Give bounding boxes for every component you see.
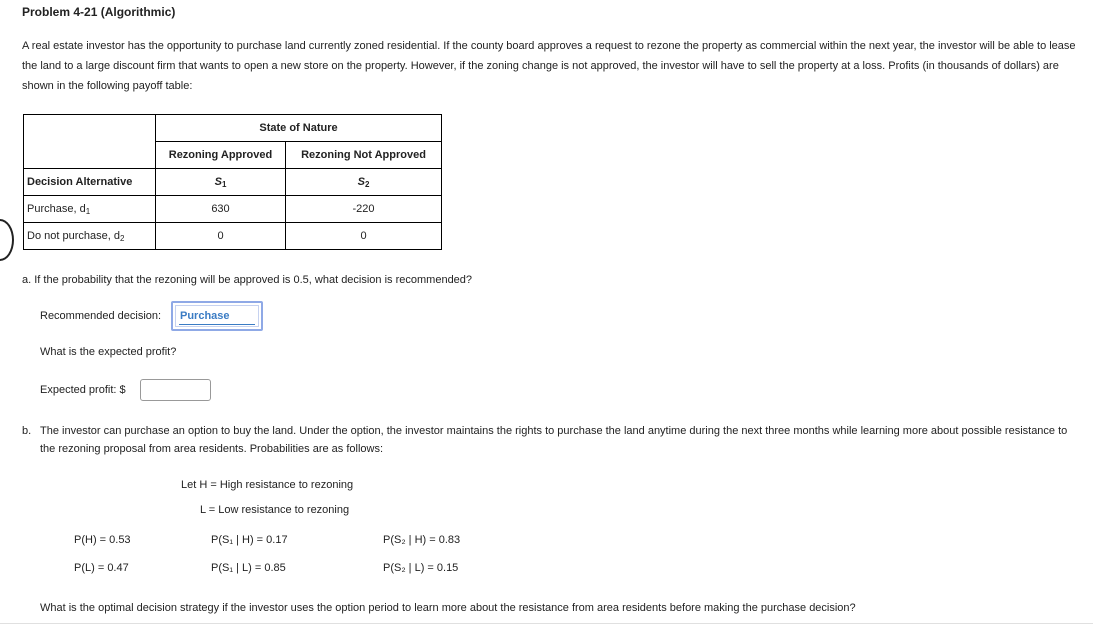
table-corner	[24, 115, 156, 169]
expected-profit-label: Expected profit: $	[40, 384, 126, 396]
part-b-final-question: What is the optimal decision strategy if the investor uses the option period to learn more about the resistance from area residents before making the purchase decision?	[40, 602, 856, 614]
divider	[0, 623, 1093, 624]
prob-s2-given-l: P(S₂ | L) = 0.15	[383, 562, 459, 574]
scroll-indicator-circle	[0, 219, 14, 261]
recommended-decision-select[interactable]	[171, 301, 263, 331]
let-h-definition: Let H = High resistance to rezoning	[181, 479, 354, 491]
cell-value: -220	[286, 196, 442, 223]
prob-h: P(H) = 0.53	[74, 534, 131, 546]
prob-s2-given-h: P(S₂ | H) = 0.83	[383, 534, 461, 546]
row-label: Do not purchase, $d_2$	[24, 223, 156, 250]
part-a-question: a. If the probability that the rezoning will be approved is 0.5, what decision is recommended?	[22, 274, 473, 286]
decision-alternative-header: Decision Alternative	[24, 169, 156, 196]
part-b-text: The investor can purchase an option to buy the land. Under the option, the investor maintains the rights to purchase the land anytime during the next three months while learning more about possible resistance to the rezoning proposal from area residents. Probabilities are as follows:	[40, 425, 1068, 455]
prob-s1-given-h: P(S₁ | H) = 0.17	[211, 534, 288, 546]
cell-value: 0	[156, 223, 286, 250]
row-label: Purchase, $d_1$	[24, 196, 156, 223]
state-s2: $S_2$	[286, 169, 442, 196]
recommended-decision-value: Purchase	[180, 310, 230, 322]
part-b-letter: b.	[22, 425, 32, 437]
expected-profit-input[interactable]	[140, 379, 211, 401]
col-rezoning-not-approved: Rezoning Not Approved	[286, 142, 442, 169]
problem-title: Problem 4-21 (Algorithmic)	[22, 5, 176, 19]
cell-value: 630	[156, 196, 286, 223]
recommended-decision-label: Recommended decision:	[40, 310, 162, 322]
let-l-definition: L = Low resistance to rezoning	[200, 504, 350, 516]
problem-intro: A real estate investor has the opportunity to purchase land currently zoned residential. If the county board approves a request to rezone the property as commercial within the next year, the investor will be able to lease the land to a large discount firm that wants to open a new store on the property. However, if the zoning change is not approved, the investor will have to sell the property at a loss. Profits (in thousands of dollars) are shown in the following payoff table:	[22, 40, 1076, 92]
table-row	[24, 196, 442, 223]
col-rezoning-approved: Rezoning Approved	[156, 142, 286, 169]
payoff-table	[23, 114, 442, 250]
table-row	[24, 223, 442, 250]
state-of-nature-header: State of Nature	[156, 115, 442, 142]
select-underline	[179, 324, 255, 325]
state-s1: $S_1$	[156, 169, 286, 196]
expected-profit-question: What is the expected profit?	[40, 346, 177, 358]
prob-s1-given-l: P(S₁ | L) = 0.85	[211, 562, 286, 574]
prob-l: P(L) = 0.47	[74, 562, 129, 574]
cell-value: 0	[286, 223, 442, 250]
